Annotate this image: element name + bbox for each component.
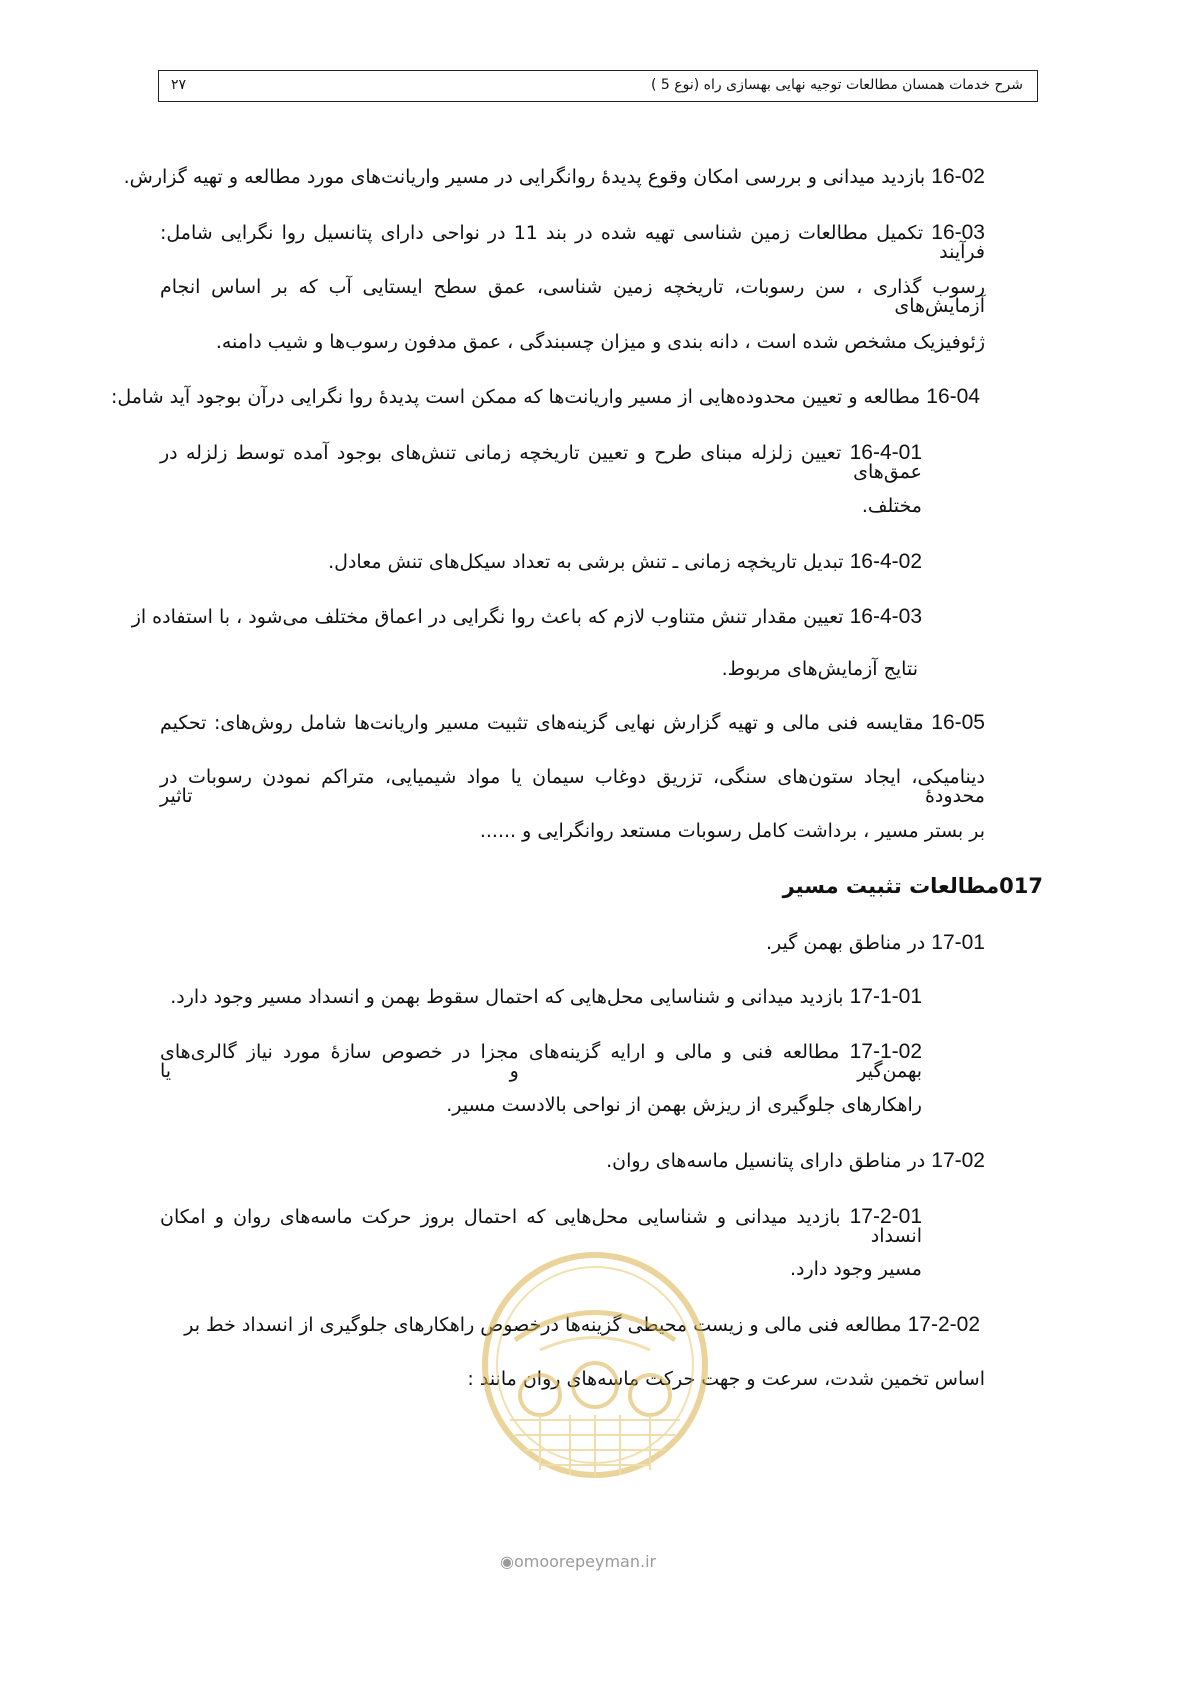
item-text: مطالعه فنی و مالی و ارایه گزینه‌های مجزا در خصوص سازهٔ مورد نیاز گالری‌های بهمن‌گیر و یا xyxy=(160,1041,922,1082)
section-heading-017 xyxy=(783,876,1043,897)
section-title: مطالعات تثبیت مسیر xyxy=(782,874,1000,898)
item-number: 17-1-01 xyxy=(849,985,922,1008)
page-header xyxy=(158,70,1038,102)
item-text: مقایسه فنی مالی و تهیه گزارش نهایی گزینه‌های تثبیت مسیر واریانت‌ها شامل روش‌های: تحکیم xyxy=(160,712,924,734)
header-page-number: ۲۷ xyxy=(171,77,187,93)
item-number: 16-4-01 xyxy=(849,441,922,464)
item-16-05-cont-2 xyxy=(480,822,985,841)
item-17-1-01 xyxy=(170,986,922,1007)
item-16-05-cont-1 xyxy=(160,768,985,806)
header-title: شرح خدمات همسان مطالعات توجیه نهایی بهسازی راه (نوع 5 ) xyxy=(650,77,1023,93)
item-17-02 xyxy=(606,1150,985,1171)
watermark-url: ◉omoorepeyman.ir xyxy=(500,1552,657,1571)
item-16-4-03-cont xyxy=(722,660,918,679)
item-text: نتایج آزمایش‌های مربوط. xyxy=(721,658,918,680)
item-16-4-03 xyxy=(132,606,922,627)
item-text: رسوب گذاری ، سن رسوبات، تاریخچه زمین شناسی، عمق سطح ایستایی آب که بر اساس انجام آزمایش‌های xyxy=(160,276,985,317)
item-16-03-cont-2 xyxy=(216,333,985,352)
item-text: دینامیکی، ایجاد ستون‌های سنگی، تزریق دوغاب سیمان یا مواد شیمیایی، متراکم نمودن رسوبات در محدودهٔ تاثیر xyxy=(160,766,985,807)
item-text: مسیر وجود دارد. xyxy=(789,1258,922,1280)
item-number: 17-1-02 xyxy=(849,1040,922,1063)
item-text: تبدیل تاریخچه زمانی ـ تنش برشی به تعداد سیکل‌های تنش معادل. xyxy=(328,551,844,573)
item-text: ژئوفیزیک مشخص شده است ، دانه بندی و میزان چسبندگی ، عمق مدفون رسوب‌ها و شیب دامنه. xyxy=(215,331,985,353)
item-number: 16-05 xyxy=(931,711,985,734)
item-number: 16-04 xyxy=(926,385,980,408)
item-number: 16-4-03 xyxy=(849,605,922,628)
item-text: بازدید میدانی و بررسی امکان وقوع پدیدهٔ روانگرایی در مسیر واریانت‌های مورد مطالعه و تهیه گزارش. xyxy=(123,166,926,188)
watermark-logo-icon xyxy=(470,1245,720,1515)
item-17-1-02-cont xyxy=(446,1096,922,1115)
item-16-02 xyxy=(124,166,985,187)
item-17-1-02 xyxy=(160,1041,922,1081)
item-17-2-01-cont xyxy=(790,1260,922,1279)
section-number: 017 xyxy=(999,874,1043,898)
item-text: تکمیل مطالعات زمین شناسی تهیه شده در بند 11 در نواحی دارای پتانسیل روا نگرایی شامل: فرآیند xyxy=(160,222,985,263)
item-17-01 xyxy=(766,932,985,953)
item-text: تعیین مقدار تنش متناوب لازم که باعث روا نگرایی در اعماق مختلف می‌شود ، با استفاده از xyxy=(131,606,844,628)
item-text: بازدید میدانی و شناسایی محل‌هایی که احتمال بروز حرکت ماسه‌های روان و امکان انسداد xyxy=(160,1206,922,1247)
item-number: 17-02 xyxy=(931,1149,985,1172)
item-16-05 xyxy=(160,712,985,733)
item-text: بر بستر مسیر ، برداشت کامل رسوبات مستعد روانگرایی و ...... xyxy=(479,820,985,842)
item-text: تعیین زلزله مبنای طرح و تعیین تاریخچه زمانی تنش‌های بوجود آمده توسط زلزله در عمق‌های xyxy=(160,442,922,483)
item-16-4-01-cont xyxy=(862,497,922,516)
item-text: در مناطق دارای پتانسیل ماسه‌های روان. xyxy=(606,1150,926,1172)
item-number: 16-02 xyxy=(931,165,985,188)
item-number: 16-03 xyxy=(931,221,985,244)
item-16-4-01 xyxy=(160,442,922,482)
item-16-4-02 xyxy=(328,551,922,572)
item-16-04 xyxy=(111,386,980,407)
item-text: مطالعه فنی مالی و زیست محیطی گزینه‌ها درخصوص راهکارهای جلوگیری از انسداد خط بر xyxy=(184,1314,902,1336)
item-number: 17-2-02 xyxy=(907,1313,980,1336)
item-number: 17-2-01 xyxy=(849,1205,922,1228)
item-16-03 xyxy=(160,222,985,262)
item-number: 17-01 xyxy=(931,931,985,954)
item-number: 16-4-02 xyxy=(849,550,922,573)
item-text: در مناطق بهمن گیر. xyxy=(766,932,926,954)
watermark-globe-icon: ◉ xyxy=(500,1552,514,1571)
item-text: مختلف. xyxy=(861,495,922,517)
item-17-2-01 xyxy=(160,1206,922,1246)
item-16-03-cont-1 xyxy=(160,278,985,316)
item-text: مطالعه و تعیین محدوده‌هایی از مسیر واریانت‌ها که ممکن است پدیدهٔ روا نگرایی درآن بوجود آید شامل: xyxy=(110,386,921,408)
item-text: راهکارهای جلوگیری از ریزش بهمن از نواحی بالادست مسیر. xyxy=(446,1094,922,1116)
item-text: بازدید میدانی و شناسایی محل‌هایی که احتمال سقوط بهمن و انسداد مسیر وجود دارد. xyxy=(170,986,844,1008)
item-text: اساس تخمین شدت، سرعت و جهت حرکت ماسه‌های روان مانند : xyxy=(467,1368,985,1390)
